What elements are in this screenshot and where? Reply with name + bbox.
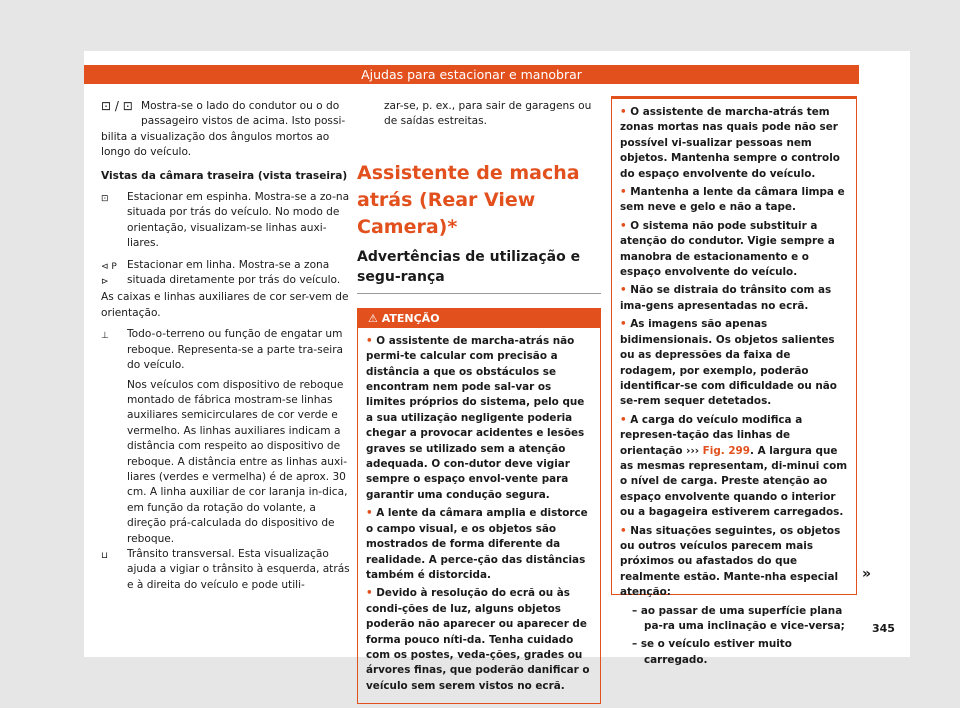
warning-item: • As imagens são apenas bidimensionais. Os objetos salientes ou as depressões da faixa de rodagem, por exemplo, poderão identificar-se com dificuldade ou não se-rem sequer detetados. (620, 318, 837, 408)
rear-views-heading: Vistas da câmara traseira (vista traseira) (101, 169, 348, 182)
side-view-entry (101, 99, 352, 130)
warning-item: • Não se distraia do trânsito com as ima-gens apresentadas no ecrã. (620, 284, 832, 312)
offroad-text: Todo-o-terreno ou função de engatar um reboque. Representa-se a parte tra-seira do veículo. (127, 328, 344, 372)
warning-label: ATENÇÃO (381, 311, 440, 325)
park-line-text-cont: As caixas e linhas auxiliares de cor ser-vem de orientação. (101, 291, 349, 319)
figure-reference-link[interactable]: Fig. 299 (702, 444, 751, 457)
dash-item: – ao passar de uma superfície plana pa-ra uma inclinação e vice-versa; (632, 604, 845, 632)
warning-body (358, 328, 600, 703)
cross-traffic-icon: ⊔ (101, 550, 109, 561)
park-angle-text: Estacionar em espinha. Mostra-se a zo-na situada por trás do veículo. No modo de orientação, visualizam-se linhas auxi-liares. (127, 191, 350, 250)
warning-triangle-icon: ⚠ (368, 311, 378, 325)
page-number: 345 (872, 622, 895, 635)
left-column (101, 99, 352, 593)
section-header: Ajudas para estacionar e manobrar (84, 65, 859, 84)
warning-item: • O assistente de marcha-atrás tem zonas mortas nas quais pode não ser possível vi-sualizar pessoas nem objetos. Mantenha sempre o controlo do espaço envolvente do veículo. (620, 106, 840, 180)
offroad-entry (101, 327, 352, 373)
side-view-text-cont: bilita a visualização dos ângulos mortos ao longo do veículo. (101, 130, 330, 159)
warning-item: • O sistema não pode substituir a atenção do condutor. Vigie sempre a manobra de estacionamento e o espaço envolvente do veículo. (620, 219, 835, 279)
dash-item: – se o veículo estiver muito carregado. (632, 638, 792, 666)
warning-header (358, 309, 600, 328)
warning-item: • O assistente de marcha-atrás não permi-te calcular com precisão a distância a que os obstáculos se encontram nem pode sal-var os limites próprios do sistema, pelo que a sua utilização negligente poderia chegar a provocar acidentes e lesões graves se utilizado sem a atenção adequada. O con-dutor deve vigiar sempre o espaço envol-vente para garantir uma condução segura. (366, 334, 585, 501)
right-warning-column (611, 96, 857, 666)
park-line-text: Estacionar em linha. Mostra-se a zona situada diretamente por trás do veículo. (127, 258, 341, 287)
side-view-text: Mostra-se o lado do condutor ou o do passageiro vistos de acima. Isto possi- (141, 100, 346, 128)
trailer-hitch-icon: ⊥ (101, 331, 109, 342)
warning-item-situations: • Nas situações seguintes, os objetos ou outros veículos parecem mais próximos ou afastados do que realmente estão. Mante-nha especial atenção: (620, 524, 841, 599)
middle-column (357, 99, 601, 704)
warning-box (357, 308, 601, 704)
warning-item: • Mantenha a lente da câmara limpa e sem neve e gelo e não a tape. (620, 186, 845, 214)
warning-item: • Devido à resolução do ecrã ou às condi-ções de luz, alguns objetos poderão não aparecer ou aparecer de forma pouco níti-da. Tenha cuidado com os postes, veda-ções, grades ou árvores finas, que poderão danificar o veículo sem serem vistos no ecrã. (366, 587, 590, 692)
cross-traffic-continuation: zar-se, p. ex., para sair de garagens ou de saídas estreitas. (384, 100, 592, 128)
cross-traffic-text: Trânsito transversal. Esta visualização ajuda a vigiar o trânsito à esquerda, atrás e à direita do veículo e pode utili- (127, 547, 350, 591)
park-line-icon: ⊲ P ⊳ (101, 261, 117, 288)
park-angle-icon: ⊡ (101, 194, 109, 205)
continued-marker: » (862, 566, 872, 582)
park-angle-entry (101, 190, 352, 252)
cross-traffic-entry (101, 547, 352, 593)
warning-item-load: • A carga do veículo modifica a represen-tação das linhas de orientação ››› Fig. 299. A largura que as mesmas representam, di-minui com o nível de carga. Preste atenção ao espaço envolvente quando o interior ou a bagageira estiverem carregados. (620, 413, 848, 519)
section-subtitle: Advertências de utilização e segu-rança (357, 247, 601, 294)
warning-item: • A lente da câmara amplia e distorce o campo visual, e os objetos são mostrados de forma diferente da realidade. A perce-ção das distâncias também é distorcida. (366, 507, 588, 581)
section-title: Assistente de macha atrás (Rear View Camera)* (357, 161, 580, 238)
offroad-text-cont: Nos veículos com dispositivo de reboque montado de fábrica mostram-se linhas auxiliares semicirculares de cor verde e vermelho. As linhas auxiliares indicam a distância com respeito ao dispositivo de reboque. A distância entre as linhas auxi-liares (verdes e vermelha) é de aprox. 30 cm. A linha auxiliar de cor laranja in-dica, em função da rotação do volante, a direção prá-calculada do dispositivo de reboque. (127, 378, 348, 545)
park-line-entry (101, 258, 352, 291)
side-view-icon: ⊡ / ⊡ (101, 99, 133, 113)
